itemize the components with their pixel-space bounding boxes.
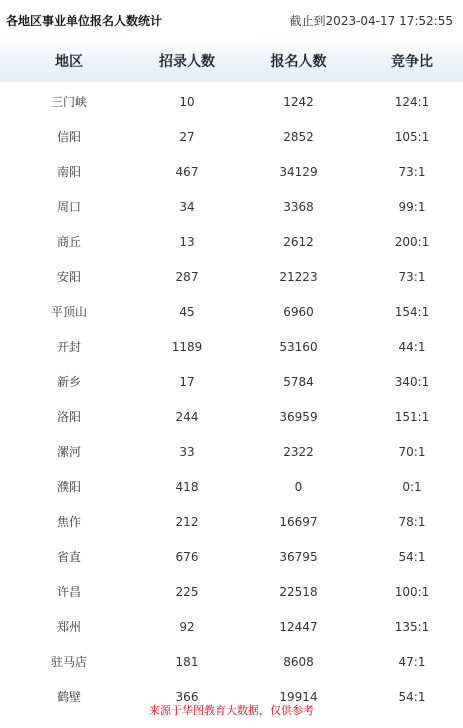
region-cell: 商丘 <box>56 235 81 249</box>
applicants-cell: 34129 <box>279 164 318 179</box>
applicants-cell: 19914 <box>279 689 318 704</box>
table-row <box>0 294 463 329</box>
ratio-cell: 124:1 <box>394 94 430 109</box>
hires-cell: 244 <box>175 409 199 424</box>
table-row <box>0 329 463 364</box>
table-row <box>0 644 463 679</box>
table-row <box>0 609 463 644</box>
table-row <box>0 399 463 434</box>
region-cell: 鹤壁 <box>56 690 81 704</box>
source-note: 来源于华图教育大数据，仅供参考 <box>149 704 314 717</box>
table-row <box>0 574 463 609</box>
table-row <box>0 154 463 189</box>
hires-cell: 418 <box>175 479 199 494</box>
region-cell: 开封 <box>56 340 81 354</box>
applicants-cell: 1242 <box>283 94 314 109</box>
hires-cell: 27 <box>179 129 195 144</box>
region-cell: 漯河 <box>56 445 81 459</box>
ratio-cell: 47:1 <box>398 654 426 669</box>
hires-cell: 34 <box>179 199 195 214</box>
table-row <box>0 434 463 469</box>
region-cell: 焦作 <box>56 515 81 529</box>
ratio-cell: 54:1 <box>398 689 426 704</box>
hires-cell: 1189 <box>171 339 203 354</box>
applicants-cell: 36959 <box>279 409 318 424</box>
region-cell: 平顶山 <box>50 305 87 319</box>
ratio-cell: 0:1 <box>402 479 422 494</box>
region-cell: 郑州 <box>56 620 81 634</box>
column-header-region: 地区 <box>55 54 83 70</box>
table-row <box>0 259 463 294</box>
applicants-cell: 36795 <box>279 549 318 564</box>
hires-cell: 13 <box>179 234 195 249</box>
column-header-ratio: 竞争比 <box>391 54 433 70</box>
hires-cell: 467 <box>175 164 199 179</box>
region-cell: 洛阳 <box>56 410 81 424</box>
region-cell: 濮阳 <box>56 480 81 494</box>
hires-cell: 181 <box>175 654 199 669</box>
region-cell: 安阳 <box>56 270 81 284</box>
ratio-cell: 100:1 <box>394 584 430 599</box>
table-row <box>0 364 463 399</box>
applicants-cell: 53160 <box>279 339 318 354</box>
table-body <box>0 84 463 714</box>
ratio-cell: 54:1 <box>398 549 426 564</box>
hires-cell: 92 <box>179 619 195 634</box>
hires-cell: 45 <box>179 304 195 319</box>
ratio-cell: 151:1 <box>394 409 430 424</box>
hires-cell: 17 <box>179 374 195 389</box>
table-row <box>0 84 463 119</box>
applicants-cell: 12447 <box>279 619 318 634</box>
hires-cell: 33 <box>179 444 195 459</box>
ratio-cell: 73:1 <box>398 269 426 284</box>
ratio-cell: 78:1 <box>398 514 426 529</box>
hires-cell: 287 <box>175 269 199 284</box>
ratio-cell: 340:1 <box>394 374 430 389</box>
applicants-cell: 6960 <box>283 304 314 319</box>
region-cell: 驻马店 <box>50 655 87 669</box>
region-cell: 周口 <box>56 200 81 214</box>
region-cell: 南阳 <box>56 165 81 179</box>
ratio-cell: 44:1 <box>398 339 426 354</box>
table-row <box>0 119 463 154</box>
table-row <box>0 539 463 574</box>
ratio-cell: 70:1 <box>398 444 426 459</box>
ratio-cell: 135:1 <box>394 619 430 634</box>
hires-cell: 225 <box>175 584 199 599</box>
ratio-cell: 99:1 <box>398 199 426 214</box>
column-header-hires: 招录人数 <box>159 54 215 70</box>
applicants-cell: 8608 <box>283 654 314 669</box>
region-cell: 许昌 <box>56 585 81 599</box>
region-cell: 三门峡 <box>50 95 87 109</box>
applicants-cell: 2322 <box>283 444 314 459</box>
table-header <box>0 40 463 82</box>
applicants-cell: 5784 <box>283 374 314 389</box>
applicants-cell: 3368 <box>283 199 314 214</box>
applicants-cell: 22518 <box>279 584 318 599</box>
region-cell: 新乡 <box>56 375 81 389</box>
deadline-timestamp: 截止到2023-04-17 17:52:55 <box>289 13 453 28</box>
applicants-cell: 2612 <box>283 234 314 249</box>
ratio-cell: 73:1 <box>398 164 426 179</box>
region-cell: 省直 <box>56 550 81 564</box>
table-row <box>0 504 463 539</box>
ratio-cell: 105:1 <box>394 129 430 144</box>
hires-cell: 676 <box>175 549 199 564</box>
column-header-applicants: 报名人数 <box>270 54 327 70</box>
page-title: 各地区事业单位报名人数统计 <box>6 13 163 28</box>
region-cell: 信阳 <box>56 130 81 144</box>
applicants-cell: 0 <box>294 479 303 494</box>
hires-cell: 10 <box>179 94 195 109</box>
hires-cell: 366 <box>175 689 199 704</box>
ratio-cell: 154:1 <box>394 304 430 319</box>
applicants-cell: 2852 <box>283 129 314 144</box>
applicants-cell: 16697 <box>279 514 318 529</box>
table-row <box>0 469 463 504</box>
applicants-cell: 21223 <box>279 269 318 284</box>
ratio-cell: 200:1 <box>394 234 430 249</box>
hires-cell: 212 <box>175 514 199 529</box>
table-row <box>0 189 463 224</box>
table-row <box>0 224 463 259</box>
top-bar <box>0 0 463 40</box>
